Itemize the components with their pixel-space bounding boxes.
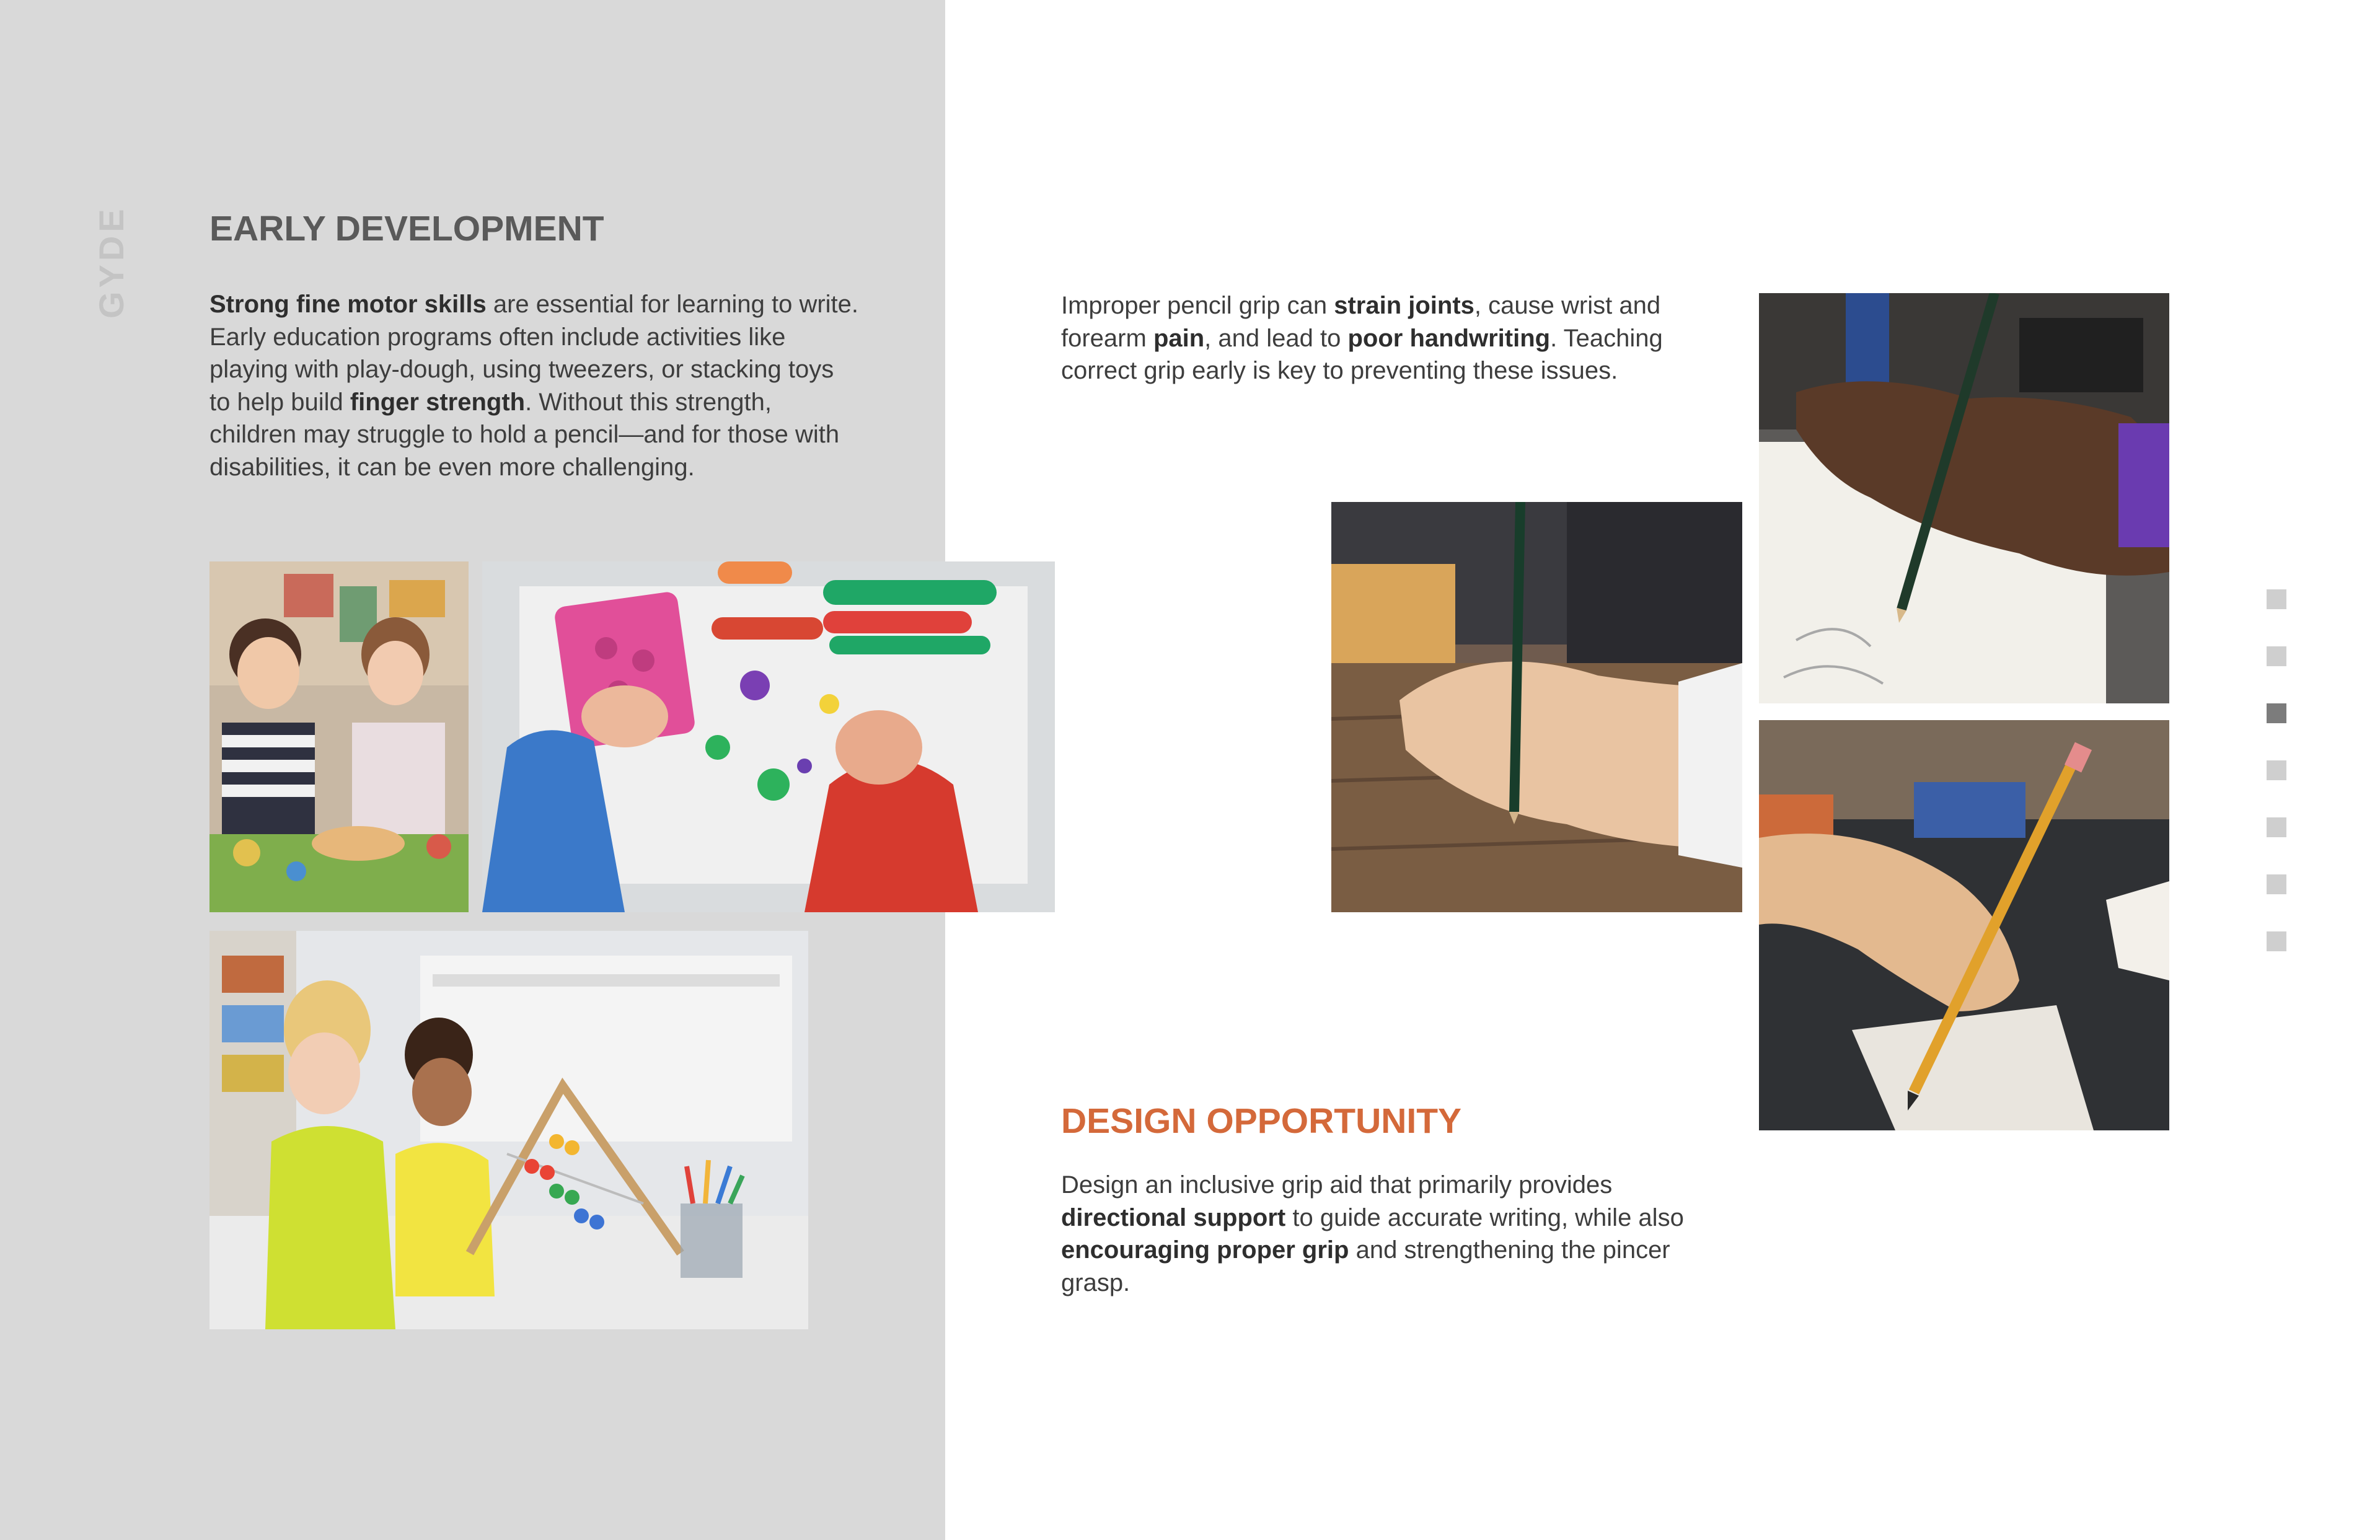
design-opportunity-heading: DESIGN OPPORTUNITY bbox=[1061, 1101, 1462, 1141]
body-text: , and lead to bbox=[1204, 324, 1348, 352]
pencil-grip-photo-2 bbox=[1759, 293, 2169, 703]
grip-problem-paragraph bbox=[1061, 289, 1718, 387]
body-text: . Without this strength, children may struggle to hold a pencil—and for those with disabilities, it can be even more challenging. bbox=[209, 388, 840, 481]
children-playing-photo bbox=[209, 561, 469, 912]
pager-dot-7[interactable] bbox=[2267, 931, 2286, 951]
emphasis-text: poor handwriting bbox=[1347, 324, 1551, 352]
body-text: . Teaching correct grip early is key to preventing these issues. bbox=[1061, 324, 1663, 384]
brand-logo-vertical: GYDE bbox=[92, 205, 131, 319]
play-dough-photo bbox=[482, 561, 1055, 912]
emphasis-text: encouraging proper grip bbox=[1061, 1236, 1349, 1264]
body-text: Design an inclusive grip aid that primarily provides bbox=[1061, 1171, 1613, 1199]
pager-dot-5[interactable] bbox=[2267, 817, 2286, 837]
emphasis-text: pain bbox=[1153, 324, 1205, 352]
pencil-grip-photo-1 bbox=[1331, 502, 1742, 912]
body-text: and strengthening the pincer grasp. bbox=[1061, 1236, 1670, 1296]
body-text: Improper pencil grip can bbox=[1061, 292, 1334, 319]
emphasis-text: Strong fine motor skills bbox=[209, 291, 487, 318]
abacus-children-photo bbox=[209, 931, 808, 1329]
pager-dot-6[interactable] bbox=[2267, 874, 2286, 894]
page-pager bbox=[2267, 589, 2286, 988]
emphasis-text: strain joints bbox=[1334, 292, 1474, 319]
pager-dot-4[interactable] bbox=[2267, 760, 2286, 780]
emphasis-text: finger strength bbox=[350, 388, 526, 416]
early-development-paragraph bbox=[209, 288, 860, 483]
body-text: are essential for learning to write. Early education programs often include activities like playing with play-dough, using tweezers, or stacking toys to help build bbox=[209, 291, 859, 416]
early-development-heading: EARLY DEVELOPMENT bbox=[209, 209, 604, 249]
pencil-grip-photo-3 bbox=[1759, 720, 2169, 1130]
emphasis-text: directional support bbox=[1061, 1203, 1286, 1231]
pager-dot-3[interactable] bbox=[2267, 703, 2286, 723]
pager-dot-1[interactable] bbox=[2267, 589, 2286, 609]
body-text: to guide accurate writing, while also bbox=[1285, 1203, 1684, 1231]
body-text: , cause wrist and forearm bbox=[1061, 292, 1661, 352]
design-opportunity-paragraph bbox=[1061, 1169, 1730, 1299]
pager-dot-2[interactable] bbox=[2267, 646, 2286, 666]
